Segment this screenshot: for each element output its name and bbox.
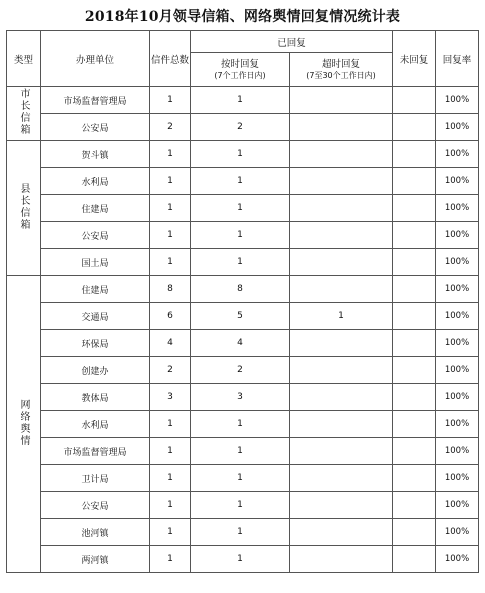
rate-cell: 100% [436,465,479,492]
unit-cell: 公安局 [41,222,150,249]
total-cell: 1 [150,411,191,438]
table-row [7,195,479,222]
header-rate: 回复率 [436,31,479,87]
on-time-cell: 1 [191,438,290,465]
table-row [7,222,479,249]
total-cell: 1 [150,222,191,249]
overdue-cell [290,168,393,195]
unreplied-cell [393,249,436,276]
overdue-cell [290,546,393,573]
overdue-cell [290,357,393,384]
unreplied-cell [393,492,436,519]
rate-cell: 100% [436,168,479,195]
unit-cell: 水利局 [41,168,150,195]
total-cell: 1 [150,87,191,114]
unreplied-cell [393,438,436,465]
unreplied-cell [393,195,436,222]
overdue-cell [290,114,393,141]
header-on-time-note: (7个工作日内) [214,70,266,80]
header-overdue-label: 超时回复 [322,58,361,70]
on-time-cell: 1 [191,168,290,195]
on-time-cell: 5 [191,303,290,330]
table-row [7,168,479,195]
total-cell: 1 [150,195,191,222]
overdue-cell [290,438,393,465]
rate-cell: 100% [436,276,479,303]
overdue-cell [290,87,393,114]
total-cell: 2 [150,114,191,141]
total-cell: 1 [150,465,191,492]
table-row [7,87,479,114]
table-row [7,411,479,438]
unit-cell: 创建办 [41,357,150,384]
unit-cell: 公安局 [41,114,150,141]
table-row [7,357,479,384]
rate-cell: 100% [436,384,479,411]
header-overdue [290,53,393,87]
table-row [7,249,479,276]
overdue-cell: 1 [290,303,393,330]
total-cell: 1 [150,438,191,465]
total-cell: 1 [150,546,191,573]
rate-cell: 100% [436,330,479,357]
unreplied-cell [393,141,436,168]
group-type-cell [7,87,41,141]
header-replied: 已回复 [191,31,393,53]
overdue-cell [290,330,393,357]
unreplied-cell [393,357,436,384]
unit-cell: 水利局 [41,411,150,438]
total-cell: 1 [150,141,191,168]
unit-cell: 市场监督管理局 [41,87,150,114]
unit-cell: 环保局 [41,330,150,357]
unreplied-cell [393,465,436,492]
unit-cell: 池河镇 [41,519,150,546]
on-time-cell: 1 [191,546,290,573]
on-time-cell: 1 [191,249,290,276]
unreplied-cell [393,114,436,141]
rate-cell: 100% [436,519,479,546]
on-time-cell: 1 [191,87,290,114]
unreplied-cell [393,303,436,330]
header-unreplied: 未回复 [393,31,436,87]
rate-cell: 100% [436,222,479,249]
unreplied-cell [393,276,436,303]
unreplied-cell [393,168,436,195]
total-cell: 1 [150,249,191,276]
overdue-cell [290,222,393,249]
table-body [7,87,479,573]
table-row [7,384,479,411]
table-row [7,546,479,573]
unreplied-cell [393,546,436,573]
table-row [7,276,479,303]
overdue-cell [290,249,393,276]
on-time-cell: 1 [191,411,290,438]
header-total: 信件总数 [150,31,191,87]
group-type-label: 市长信箱 [18,88,29,136]
table-row [7,438,479,465]
total-cell: 8 [150,276,191,303]
table-row [7,114,479,141]
header-overdue-note: (7至30个工作日内) [306,70,376,80]
table-row [7,492,479,519]
overdue-cell [290,519,393,546]
rate-cell: 100% [436,141,479,168]
rate-cell: 100% [436,357,479,384]
unit-cell: 住建局 [41,195,150,222]
statistics-table [6,30,479,573]
rate-cell: 100% [436,492,479,519]
group-type-cell [7,141,41,276]
total-cell: 6 [150,303,191,330]
table-row [7,303,479,330]
overdue-cell [290,384,393,411]
unreplied-cell [393,411,436,438]
header-on-time [191,53,290,87]
rate-cell: 100% [436,114,479,141]
unreplied-cell [393,330,436,357]
group-type-label: 县长信箱 [18,182,29,231]
overdue-cell [290,141,393,168]
unit-cell: 两河镇 [41,546,150,573]
overdue-cell [290,276,393,303]
header-unit: 办理单位 [41,31,150,87]
unit-cell: 教体局 [41,384,150,411]
unreplied-cell [393,222,436,249]
page-title: 2018年10月领导信箱、网络舆情回复情况统计表 [84,9,401,25]
total-cell: 4 [150,330,191,357]
on-time-cell: 4 [191,330,290,357]
rate-cell: 100% [436,87,479,114]
overdue-cell [290,411,393,438]
unit-cell: 卫计局 [41,465,150,492]
on-time-cell: 2 [191,357,290,384]
table-row [7,465,479,492]
on-time-cell: 1 [191,195,290,222]
total-cell: 1 [150,492,191,519]
rate-cell: 100% [436,195,479,222]
unit-cell: 国土局 [41,249,150,276]
rate-cell: 100% [436,249,479,276]
rate-cell: 100% [436,411,479,438]
unreplied-cell [393,519,436,546]
total-cell: 1 [150,168,191,195]
on-time-cell: 2 [191,114,290,141]
header-on-time-label: 按时回复 [220,58,259,70]
on-time-cell: 1 [191,492,290,519]
unit-cell: 贺斗镇 [41,141,150,168]
unit-cell: 住建局 [41,276,150,303]
total-cell: 2 [150,357,191,384]
unit-cell: 市场监督管理局 [41,438,150,465]
unreplied-cell [393,87,436,114]
table-row [7,141,479,168]
on-time-cell: 3 [191,384,290,411]
unreplied-cell [393,384,436,411]
overdue-cell [290,492,393,519]
on-time-cell: 1 [191,465,290,492]
overdue-cell [290,195,393,222]
on-time-cell: 1 [191,222,290,249]
table-row [7,330,479,357]
on-time-cell: 8 [191,276,290,303]
on-time-cell: 1 [191,519,290,546]
overdue-cell [290,465,393,492]
table-row [7,519,479,546]
header-type: 类型 [7,31,41,87]
on-time-cell: 1 [191,141,290,168]
rate-cell: 100% [436,438,479,465]
group-type-cell [7,276,41,573]
group-type-label: 网络舆情 [18,398,29,447]
total-cell: 1 [150,519,191,546]
rate-cell: 100% [436,303,479,330]
rate-cell: 100% [436,546,479,573]
unit-cell: 交通局 [41,303,150,330]
unit-cell: 公安局 [41,492,150,519]
total-cell: 3 [150,384,191,411]
